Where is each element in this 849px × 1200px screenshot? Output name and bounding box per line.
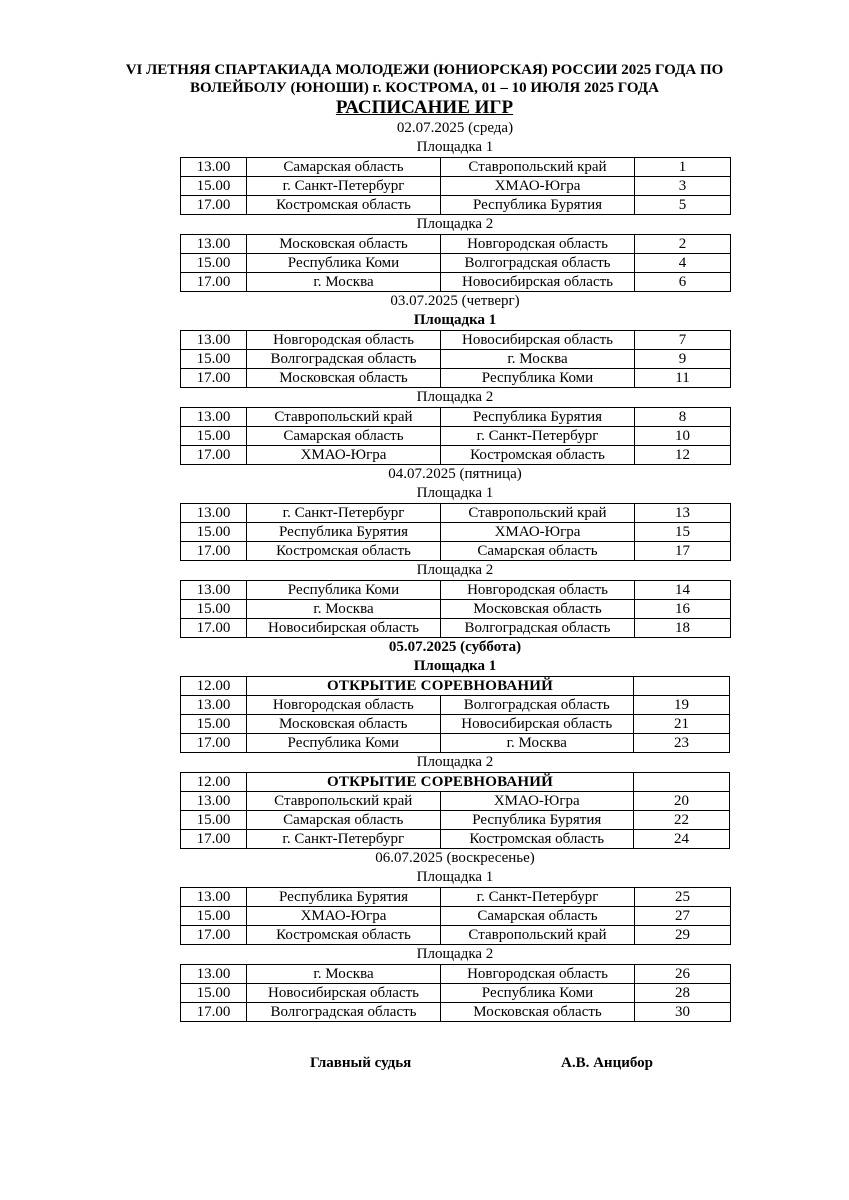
away-team: Волгоградская область xyxy=(440,696,634,715)
game-time: 17.00 xyxy=(181,273,247,292)
table-row xyxy=(181,984,731,1003)
home-team: Ставропольский край xyxy=(247,408,441,427)
away-team: Республика Бурятия xyxy=(441,196,635,215)
opening-ceremony: ОТКРЫТИЕ СОРЕВНОВАНИЙ xyxy=(247,773,634,792)
home-team: Московская область xyxy=(247,369,441,388)
day-date: 05.07.2025 (суббота) xyxy=(388,639,522,655)
venue-label: Площадка 2 xyxy=(416,389,494,405)
table-row xyxy=(181,926,731,945)
away-team: г. Санкт-Петербург xyxy=(441,427,635,446)
games-table xyxy=(180,234,731,292)
game-number: 25 xyxy=(635,888,731,907)
game-number xyxy=(634,677,730,696)
game-number: 8 xyxy=(635,408,731,427)
home-team: г. Санкт-Петербург xyxy=(247,504,441,523)
away-team: ХМАО-Югра xyxy=(441,177,635,196)
away-team: Ставропольский край xyxy=(441,504,635,523)
venue-label: Площадка 2 xyxy=(416,946,494,962)
table-row xyxy=(181,350,731,369)
venue-label: Площадка 1 xyxy=(416,485,494,501)
game-time: 13.00 xyxy=(181,158,247,177)
games-table xyxy=(180,407,731,465)
day-date: 06.07.2025 (воскресенье) xyxy=(375,850,535,866)
game-number: 22 xyxy=(634,811,730,830)
table-row xyxy=(181,734,730,753)
game-time: 17.00 xyxy=(181,446,247,465)
table-row xyxy=(181,792,730,811)
games-table xyxy=(180,157,731,215)
home-team: Новгородская область xyxy=(247,331,441,350)
game-time: 17.00 xyxy=(181,542,247,561)
game-time: 13.00 xyxy=(181,581,247,600)
away-team: Волгоградская область xyxy=(441,619,635,638)
game-number: 20 xyxy=(634,792,730,811)
opening-ceremony: ОТКРЫТИЕ СОРЕВНОВАНИЙ xyxy=(247,677,634,696)
away-team: Костромская область xyxy=(441,446,635,465)
away-team: Новгородская область xyxy=(441,235,635,254)
away-team: Ставропольский край xyxy=(441,926,635,945)
away-team: Республика Коми xyxy=(441,369,635,388)
games-table xyxy=(180,330,731,388)
table-row xyxy=(181,158,731,177)
table-row xyxy=(181,446,731,465)
table-row xyxy=(181,715,730,734)
away-team: Самарская область xyxy=(441,542,635,561)
game-number: 1 xyxy=(635,158,731,177)
table-row xyxy=(181,196,731,215)
game-time: 15.00 xyxy=(181,984,247,1003)
home-team: Ставропольский край xyxy=(247,792,441,811)
game-time: 15.00 xyxy=(181,600,247,619)
chief-referee-name: А.В. Анцибор xyxy=(561,1055,653,1071)
home-team: ХМАО-Югра xyxy=(247,446,441,465)
day-date: 03.07.2025 (четверг) xyxy=(390,293,520,309)
game-number: 23 xyxy=(634,734,730,753)
game-time: 13.00 xyxy=(181,792,247,811)
game-time: 15.00 xyxy=(181,177,247,196)
game-number: 24 xyxy=(634,830,730,849)
game-number: 27 xyxy=(635,907,731,926)
day-date: 04.07.2025 (пятница) xyxy=(388,466,522,482)
game-time: 12.00 xyxy=(181,677,247,696)
table-row xyxy=(181,177,731,196)
game-time: 13.00 xyxy=(181,235,247,254)
title-line-2: ВОЛЕЙБОЛУ (ЮНОШИ) г. КОСТРОМА, 01 – 10 ИЮЛЯ 2025 ГОДА xyxy=(190,80,659,96)
game-number: 19 xyxy=(634,696,730,715)
away-team: Новгородская область xyxy=(441,965,635,984)
home-team: г. Москва xyxy=(247,600,441,619)
home-team: ХМАО-Югра xyxy=(247,907,441,926)
away-team: Ставропольский край xyxy=(441,158,635,177)
chief-referee-title: Главный судья xyxy=(310,1055,412,1071)
venue-label: Площадка 1 xyxy=(413,312,497,328)
game-time: 15.00 xyxy=(181,523,247,542)
home-team: Новосибирская область xyxy=(247,984,441,1003)
game-number: 4 xyxy=(635,254,731,273)
table-row xyxy=(181,273,731,292)
away-team: Республика Коми xyxy=(441,984,635,1003)
home-team: Московская область xyxy=(247,235,441,254)
games-table xyxy=(180,676,730,753)
home-team: Республика Коми xyxy=(247,734,441,753)
away-team: г. Санкт-Петербург xyxy=(441,888,635,907)
away-team: Самарская область xyxy=(441,907,635,926)
game-number: 7 xyxy=(635,331,731,350)
table-row xyxy=(181,830,730,849)
home-team: Республика Бурятия xyxy=(247,523,441,542)
home-team: г. Санкт-Петербург xyxy=(247,177,441,196)
venue-label: Площадка 2 xyxy=(416,562,494,578)
game-time: 13.00 xyxy=(181,408,247,427)
away-team: Костромская область xyxy=(440,830,634,849)
day-date: 02.07.2025 (среда) xyxy=(396,120,514,136)
away-team: г. Москва xyxy=(441,350,635,369)
home-team: Костромская область xyxy=(247,196,441,215)
home-team: Республика Бурятия xyxy=(247,888,441,907)
games-table xyxy=(180,772,730,849)
game-number: 9 xyxy=(635,350,731,369)
venue-label: Площадка 1 xyxy=(413,658,497,674)
schedule xyxy=(180,119,730,1022)
game-number: 2 xyxy=(635,235,731,254)
game-number: 3 xyxy=(635,177,731,196)
home-team: Самарская область xyxy=(247,811,441,830)
game-time: 13.00 xyxy=(181,504,247,523)
table-row xyxy=(181,619,731,638)
game-number: 14 xyxy=(635,581,731,600)
away-team: ХМАО-Югра xyxy=(440,792,634,811)
table-row xyxy=(181,369,731,388)
table-row xyxy=(181,907,731,926)
away-team: Республика Бурятия xyxy=(441,408,635,427)
table-row xyxy=(181,888,731,907)
away-team: Московская область xyxy=(441,1003,635,1022)
away-team: Московская область xyxy=(441,600,635,619)
home-team: Самарская область xyxy=(247,158,441,177)
away-team: Волгоградская область xyxy=(441,254,635,273)
game-time: 17.00 xyxy=(181,926,247,945)
home-team: г. Москва xyxy=(247,273,441,292)
table-row xyxy=(181,696,730,715)
table-row xyxy=(181,504,731,523)
game-number: 28 xyxy=(635,984,731,1003)
venue-label: Площадка 1 xyxy=(416,869,494,885)
game-number: 15 xyxy=(635,523,731,542)
games-table xyxy=(180,887,731,945)
game-time: 17.00 xyxy=(181,1003,247,1022)
home-team: г. Санкт-Петербург xyxy=(247,830,441,849)
game-number: 5 xyxy=(635,196,731,215)
games-table xyxy=(180,964,731,1022)
home-team: Волгоградская область xyxy=(247,350,441,369)
game-number: 18 xyxy=(635,619,731,638)
home-team: Костромская область xyxy=(247,542,441,561)
game-time: 17.00 xyxy=(181,369,247,388)
game-time: 15.00 xyxy=(181,350,247,369)
table-row xyxy=(181,331,731,350)
away-team: Новосибирская область xyxy=(440,715,634,734)
away-team: ХМАО-Югра xyxy=(441,523,635,542)
home-team: Республика Коми xyxy=(247,254,441,273)
venue-label: Площадка 2 xyxy=(416,754,494,770)
game-time: 13.00 xyxy=(181,965,247,984)
game-time: 15.00 xyxy=(181,715,247,734)
game-time: 17.00 xyxy=(181,830,247,849)
table-row xyxy=(181,408,731,427)
table-row xyxy=(181,677,730,696)
home-team: Новосибирская область xyxy=(247,619,441,638)
away-team: Новгородская область xyxy=(441,581,635,600)
home-team: Новгородская область xyxy=(247,696,441,715)
game-time: 17.00 xyxy=(181,619,247,638)
away-team: Новосибирская область xyxy=(441,331,635,350)
game-time: 17.00 xyxy=(181,196,247,215)
game-time: 15.00 xyxy=(181,427,247,446)
table-row xyxy=(181,811,730,830)
table-row xyxy=(181,1003,731,1022)
game-time: 13.00 xyxy=(181,888,247,907)
table-row xyxy=(181,254,731,273)
home-team: Самарская область xyxy=(247,427,441,446)
game-time: 15.00 xyxy=(181,811,247,830)
game-number: 12 xyxy=(635,446,731,465)
away-team: Новосибирская область xyxy=(441,273,635,292)
game-time: 15.00 xyxy=(181,254,247,273)
game-number: 21 xyxy=(634,715,730,734)
game-number: 6 xyxy=(635,273,731,292)
game-time: 13.00 xyxy=(181,696,247,715)
table-row xyxy=(181,773,730,792)
home-team: Республика Коми xyxy=(247,581,441,600)
games-table xyxy=(180,503,731,561)
game-time: 17.00 xyxy=(181,734,247,753)
venue-label: Площадка 1 xyxy=(416,139,494,155)
game-number xyxy=(634,773,730,792)
home-team: Московская область xyxy=(247,715,441,734)
game-number: 26 xyxy=(635,965,731,984)
game-number: 13 xyxy=(635,504,731,523)
game-time: 15.00 xyxy=(181,907,247,926)
away-team: Республика Бурятия xyxy=(440,811,634,830)
table-row xyxy=(181,581,731,600)
game-number: 17 xyxy=(635,542,731,561)
venue-label: Площадка 2 xyxy=(416,216,494,232)
table-row xyxy=(181,235,731,254)
game-time: 13.00 xyxy=(181,331,247,350)
table-row xyxy=(181,427,731,446)
table-row xyxy=(181,600,731,619)
game-number: 11 xyxy=(635,369,731,388)
game-number: 16 xyxy=(635,600,731,619)
home-team: Костромская область xyxy=(247,926,441,945)
schedule-heading: РАСПИСАНИЕ ИГР xyxy=(335,97,514,118)
game-time: 12.00 xyxy=(181,773,247,792)
game-number: 29 xyxy=(635,926,731,945)
game-number: 30 xyxy=(635,1003,731,1022)
home-team: г. Москва xyxy=(247,965,441,984)
table-row xyxy=(181,523,731,542)
game-number: 10 xyxy=(635,427,731,446)
games-table xyxy=(180,580,731,638)
title-line-1: VI ЛЕТНЯЯ СПАРТАКИАДА МОЛОДЕЖИ (ЮНИОРСКАЯ) РОССИИ 2025 ГОДА ПО xyxy=(125,62,724,78)
table-row xyxy=(181,965,731,984)
table-row xyxy=(181,542,731,561)
home-team: Волгоградская область xyxy=(247,1003,441,1022)
away-team: г. Москва xyxy=(440,734,634,753)
